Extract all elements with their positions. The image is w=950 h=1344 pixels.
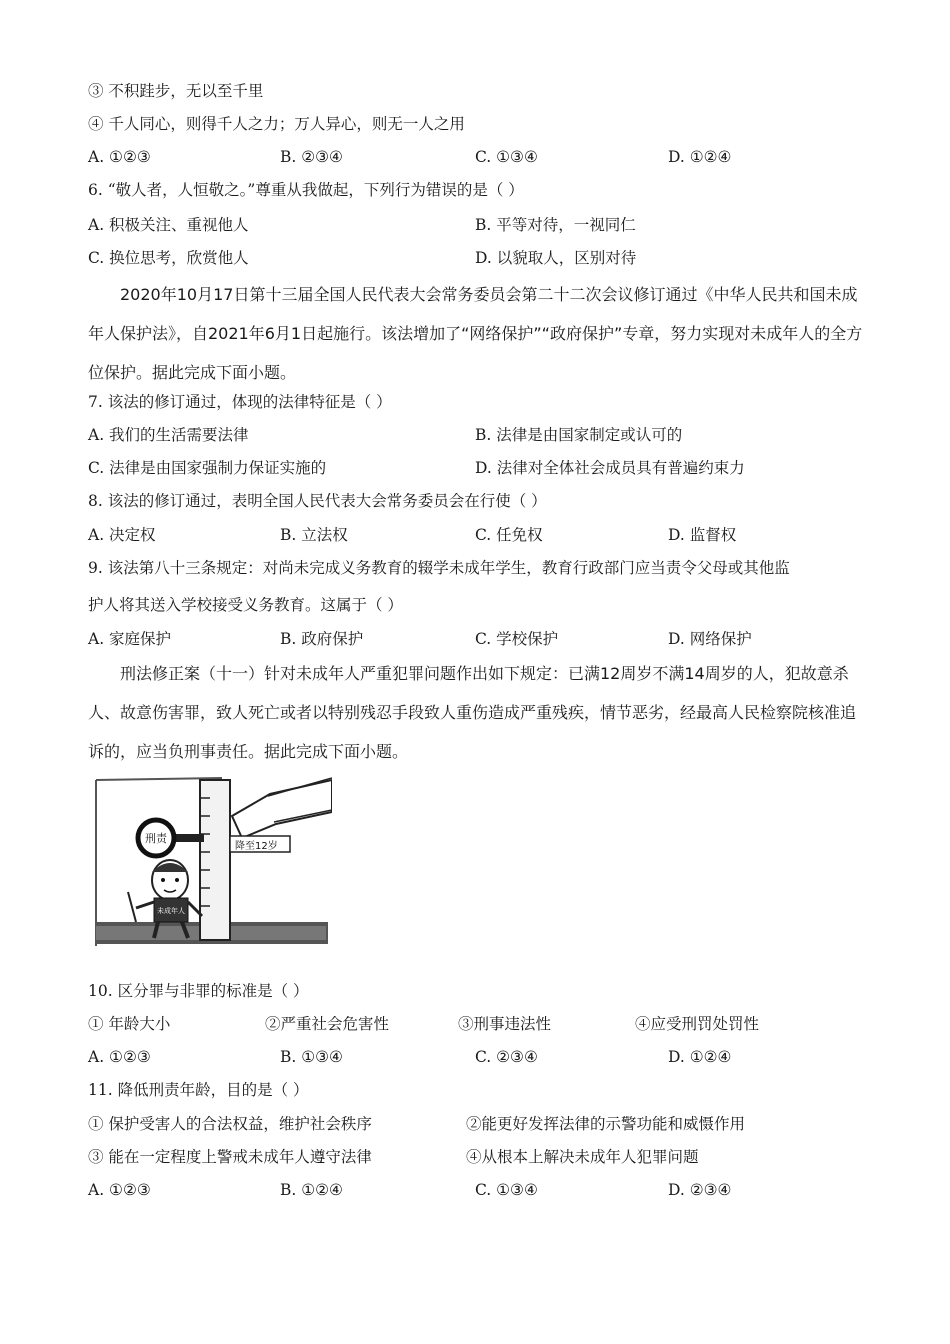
q8-option-c: C. 任免权 [475,526,543,544]
q9-option-c: C. 学校保护 [475,630,559,648]
q11-stem: 11. 降低刑责年龄，目的是（ ） [88,1081,309,1099]
q10-item-3: ③刑事违法性 [458,1015,552,1033]
q9-stem-line2: 护人将其送入学校接受义务教育。这属于（ ） [88,596,403,614]
q10-item-1: ① 年龄大小 [88,1015,171,1033]
magnifier-label: 刑责 [145,832,167,845]
q7-stem: 7. 该法的修订通过，体现的法律特征是（ ） [88,393,392,411]
q7-option-d: D. 法律对全体社会成员具有普遍约束力 [475,459,745,477]
q6-option-c: C. 换位思考，欣赏他人 [88,249,249,267]
q8-option-a: A. 决定权 [88,526,156,544]
q11-item-4: ④从根本上解决未成年人犯罪问题 [466,1148,699,1166]
statement-3: ③ 不积跬步，无以至千里 [88,82,264,100]
material-paragraph-2: 刑法修正案（十一）针对未成年人严重犯罪问题作出如下规定：已满12周岁不满14周岁的人，犯故意杀人、故意伤害罪，致人死亡或者以特别残忍手段致人重伤造成严重残疾，情节恶劣，经最高人民检察院核准追诉的，应当负刑事责任。据此完成下面小题。 [88,664,857,761]
q9-stem-line1: 9. 该法第八十三条规定：对尚未完成义务教育的辍学未成年学生，教育行政部门应当责令父母或其他监 [88,559,790,577]
q10-option-d: D. ①②④ [668,1048,732,1066]
shirt-label: 未成年人 [157,907,185,915]
q10-stem: 10. 区分罪与非罪的标准是（ ） [88,982,309,1000]
q5-option-a: A. ①②③ [88,148,151,166]
cartoon-illustration [92,776,332,948]
q9-option-a: A. 家庭保护 [88,630,172,648]
q6-option-a: A. 积极关注、重视他人 [88,216,249,234]
q11-item-1: ① 保护受害人的合法权益，维护社会秩序 [88,1115,372,1133]
q10-item-4: ④应受刑罚处罚性 [635,1015,760,1033]
q11-option-d: D. ②③④ [668,1181,732,1199]
q7-option-b: B. 法律是由国家制定或认可的 [475,426,683,444]
q9-option-d: D. 网络保护 [668,630,752,648]
q10-item-2: ②严重社会危害性 [265,1015,390,1033]
q8-option-d: D. 监督权 [668,526,737,544]
q10-option-b: B. ①③④ [280,1048,343,1066]
q11-option-c: C. ①③④ [475,1181,538,1199]
q8-stem: 8. 该法的修订通过，表明全国人民代表大会常务委员会在行使（ ） [88,492,547,510]
q11-item-2: ②能更好发挥法律的示警功能和威慑作用 [466,1115,746,1133]
q6-option-b: B. 平等对待，一视同仁 [475,216,636,234]
q5-option-b: B. ②③④ [280,148,343,166]
q7-option-a: A. 我们的生活需要法律 [88,426,249,444]
q10-option-a: A. ①②③ [88,1048,151,1066]
arrow-label: 降至12岁 [235,841,278,852]
q5-option-c: C. ①③④ [475,148,538,166]
q5-option-d: D. ①②④ [668,148,732,166]
statement-4: ④ 千人同心，则得千人之力；万人异心，则无一人之用 [88,115,465,133]
q11-item-3: ③ 能在一定程度上警戒未成年人遵守法律 [88,1148,372,1166]
q10-option-c: C. ②③④ [475,1048,538,1066]
material-paragraph-1: 2020年10月17日第十三届全国人民代表大会常务委员会第二十二次会议修订通过《中华人民共和国未成年人保护法》，自2021年6月1日起施行。该法增加了“网络保护”“政府保护”专章，努力实现对未成年人的全方位保护。据此完成下面小题。 [88,285,863,382]
q6-option-d: D. 以貌取人，区别对待 [475,249,637,267]
q7-option-c: C. 法律是由国家强制力保证实施的 [88,459,327,477]
q6-stem: 6. “敬人者，人恒敬之。”尊重从我做起，下列行为错误的是（ ） [88,181,524,199]
q9-option-b: B. 政府保护 [280,630,364,648]
q11-option-b: B. ①②④ [280,1181,343,1199]
q8-option-b: B. 立法权 [280,526,348,544]
q11-option-a: A. ①②③ [88,1181,151,1199]
